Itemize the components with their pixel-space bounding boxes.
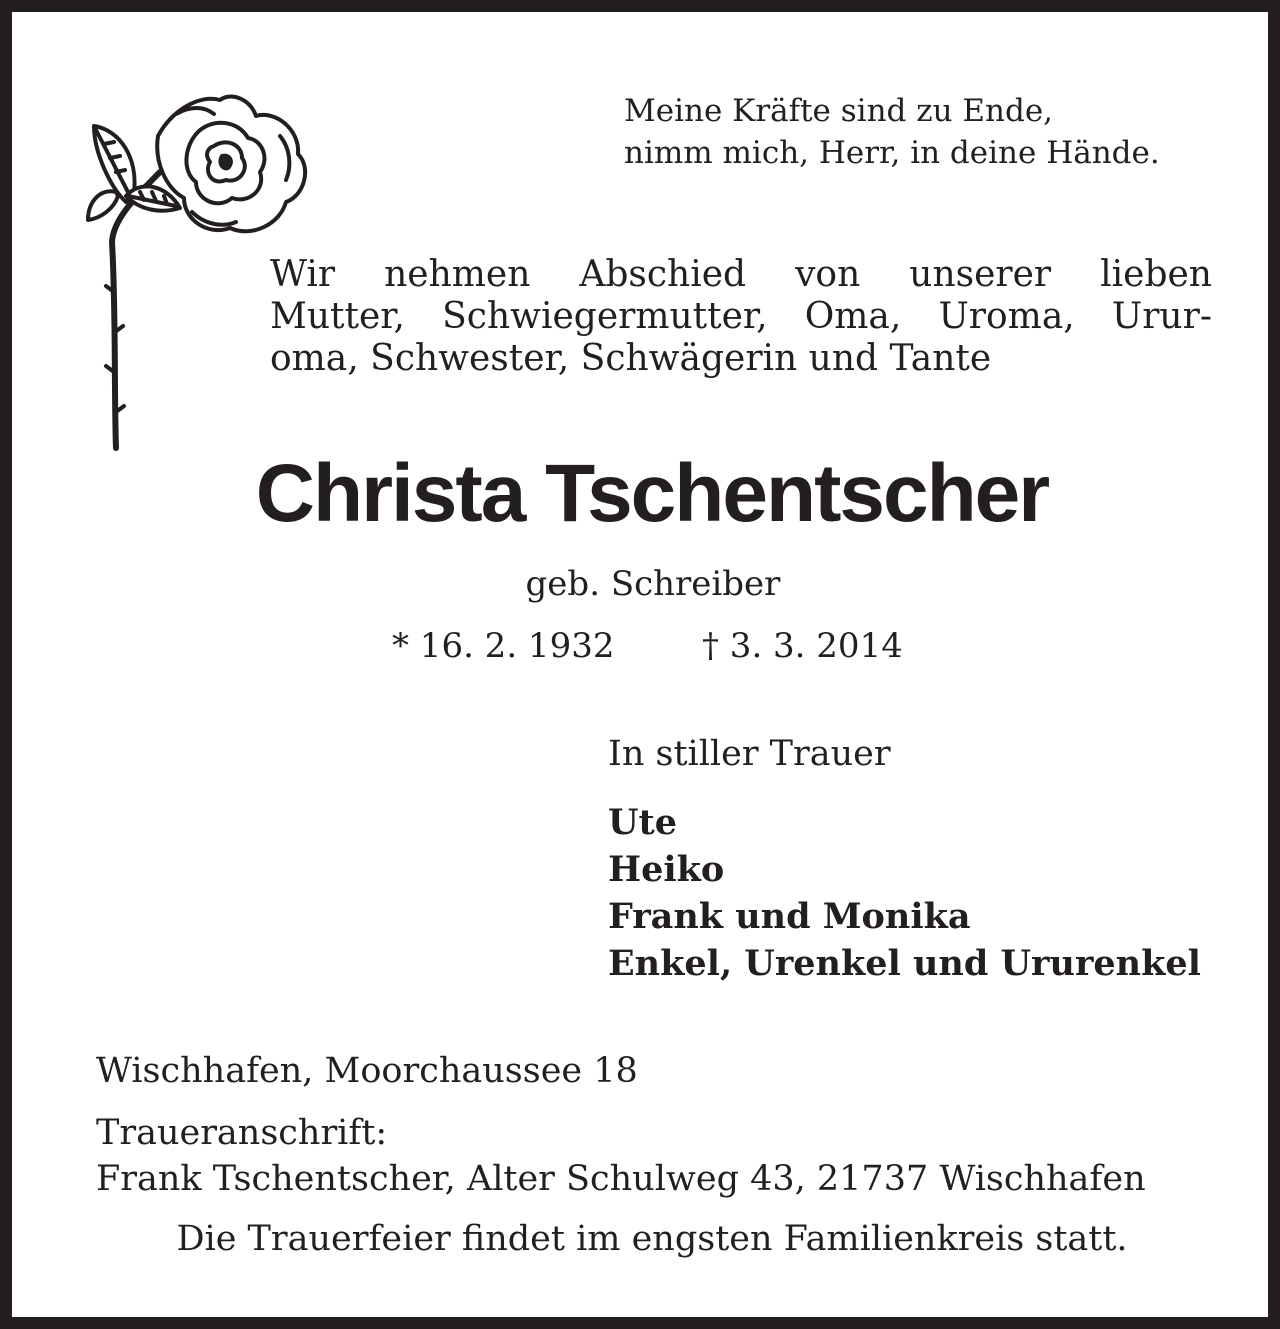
motto-verse xyxy=(624,90,1160,174)
death-date: † 3. 3. 2014 xyxy=(702,626,903,666)
mourner-name: Heiko xyxy=(608,849,725,890)
mourner-name: Frank und Monika xyxy=(608,896,971,937)
birth-date: * 16. 2. 1932 xyxy=(392,626,615,666)
deceased-name: Christa Tschentscher xyxy=(255,448,1049,539)
intro-line: oma, Schwester, Schwägerin und Tante xyxy=(270,338,992,379)
condolence-label: Traueranschrift: xyxy=(96,1113,388,1153)
mourner-name: Ute xyxy=(608,802,677,843)
motto-line: Meine Kräfte sind zu Ende, xyxy=(624,93,1054,129)
condolence-value: Frank Tschentscher, Alter Schulweg 43, 21737 Wischhafen xyxy=(96,1159,1146,1199)
maiden-name: geb. Schreiber xyxy=(525,564,781,604)
mourning-heading: In stiller Trauer xyxy=(608,734,891,774)
intro-text xyxy=(270,254,1212,380)
condolence-address xyxy=(96,1110,1146,1202)
mourner-name: Enkel, Urenkel und Ururenkel xyxy=(608,943,1201,984)
intro-line: Wir nehmen Abschied von unserer lieben xyxy=(270,254,1212,295)
motto-line: nimm mich, Herr, in deine Hände. xyxy=(624,135,1160,171)
ceremony-note: Die Trauerfeier findet im engsten Familienkreis statt. xyxy=(176,1219,1128,1259)
intro-line: Mutter, Schwiegermutter, Oma, Uroma, Urur- xyxy=(270,296,1212,337)
mourners-list xyxy=(608,799,1201,987)
family-address: Wischhafen, Moorchaussee 18 xyxy=(96,1051,638,1091)
